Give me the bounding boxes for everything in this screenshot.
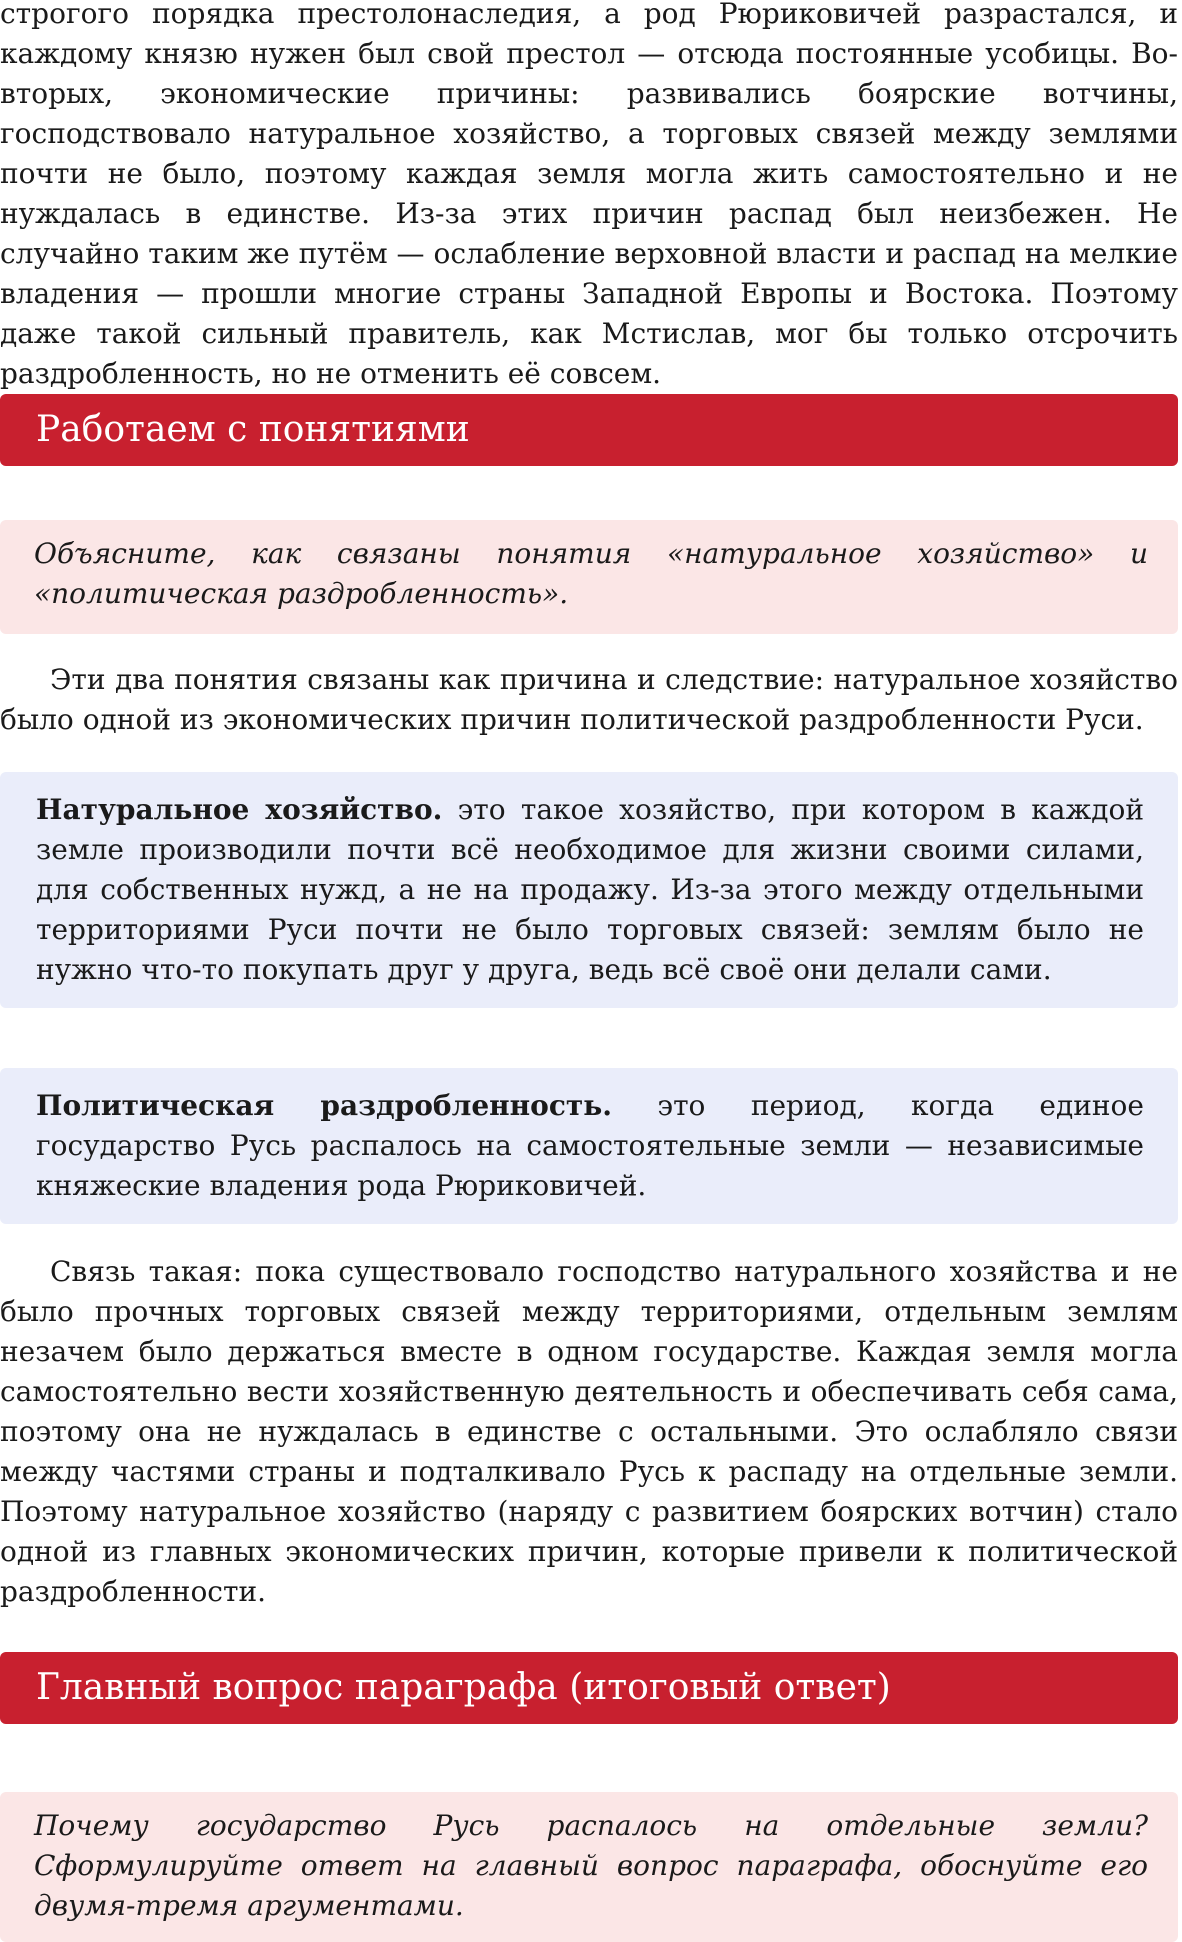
section-header-concepts: Работаем с понятиями bbox=[0, 394, 1178, 466]
definition-term: Политическая раздробленность. bbox=[36, 1089, 612, 1122]
concepts-answer-intro: Эти два понятия связаны как причина и следствие: натуральное хозяйство было одной из экономических причин политической раздробленности Руси. bbox=[0, 663, 1178, 736]
definition-text: это такое хозяйство, при котором в каждой земле производили почти всё необходимое для жизни своими силами, для собственных нужд, а не на продажу. Из-за этого между отдельными территориями Руси почти не было торговых связей: землям было не нужно что-то покупать друг у друга, ведь всё своё они делали сами. bbox=[36, 793, 1145, 986]
definition-box-political-fragmentation bbox=[0, 1068, 1178, 1224]
main-question-text: Почему государство Русь распалось на отдельные земли? Сформулируйте ответ на главный вопрос параграфа, обоснуйте его двумя-тремя аргументами. bbox=[34, 1809, 1148, 1922]
concepts-conclusion: Связь такая: пока существовало господство натурального хозяйства и не было прочных торговых связей между территориями, отдельным землям незачем было держаться вместе в одном государстве. Каждая земля могла самостоятельно вести хозяйственную деятельность и обеспечивать себя сама, поэтому она не нуждалась в единстве с остальными. Это ослабляло связи между частями страны и подталкивало Русь к распаду на отдельные земли. Поэтому натуральное хозяйство (наряду с развитием боярских вотчин) стало одной из главных экономических причин, которые привели к политической раздробленности. bbox=[0, 1255, 1178, 1608]
main-question-box bbox=[0, 1792, 1178, 1942]
intro-paragraph: строгого порядка престолонаследия, а род Рюриковичей разрастался, и каждому князю нужен был свой престол — отсюда постоянные усобицы. Во-вторых, экономические причины: развивались боярские вотчины, господствовало натуральное хозяйство, а торговых связей между землями почти не было, поэтому каждая земля могла жить самостоятельно и не нуждалась в единстве. Из-за этих причин распад был неизбежен. Не случайно таким же путём — ослабление верховной власти и распад на мелкие владения — прошли многие страны Западной Европы и Востока. Поэтому даже такой сильный правитель, как Мстислав, мог бы только отсрочить раздробленность, но не отменить её совсем. bbox=[0, 0, 1178, 390]
definition-political-fragmentation bbox=[36, 1086, 1144, 1206]
concepts-question-text: Объясните, как связаны понятия «натуральное хозяйство» и «политическая раздробленность». bbox=[34, 537, 1148, 610]
definition-term: Натуральное хозяйство. bbox=[36, 793, 443, 826]
definition-natural-economy bbox=[36, 790, 1144, 990]
definition-text: это период, когда единое государство Русь распалось на самостоятельные земли — независимые княжеские владения рода Рюриковичей. bbox=[36, 1089, 1144, 1202]
section-header-main-question: Главный вопрос параграфа (итоговый ответ) bbox=[0, 1652, 1178, 1724]
definition-box-natural-economy bbox=[0, 772, 1178, 1008]
concepts-question-box bbox=[0, 520, 1178, 634]
